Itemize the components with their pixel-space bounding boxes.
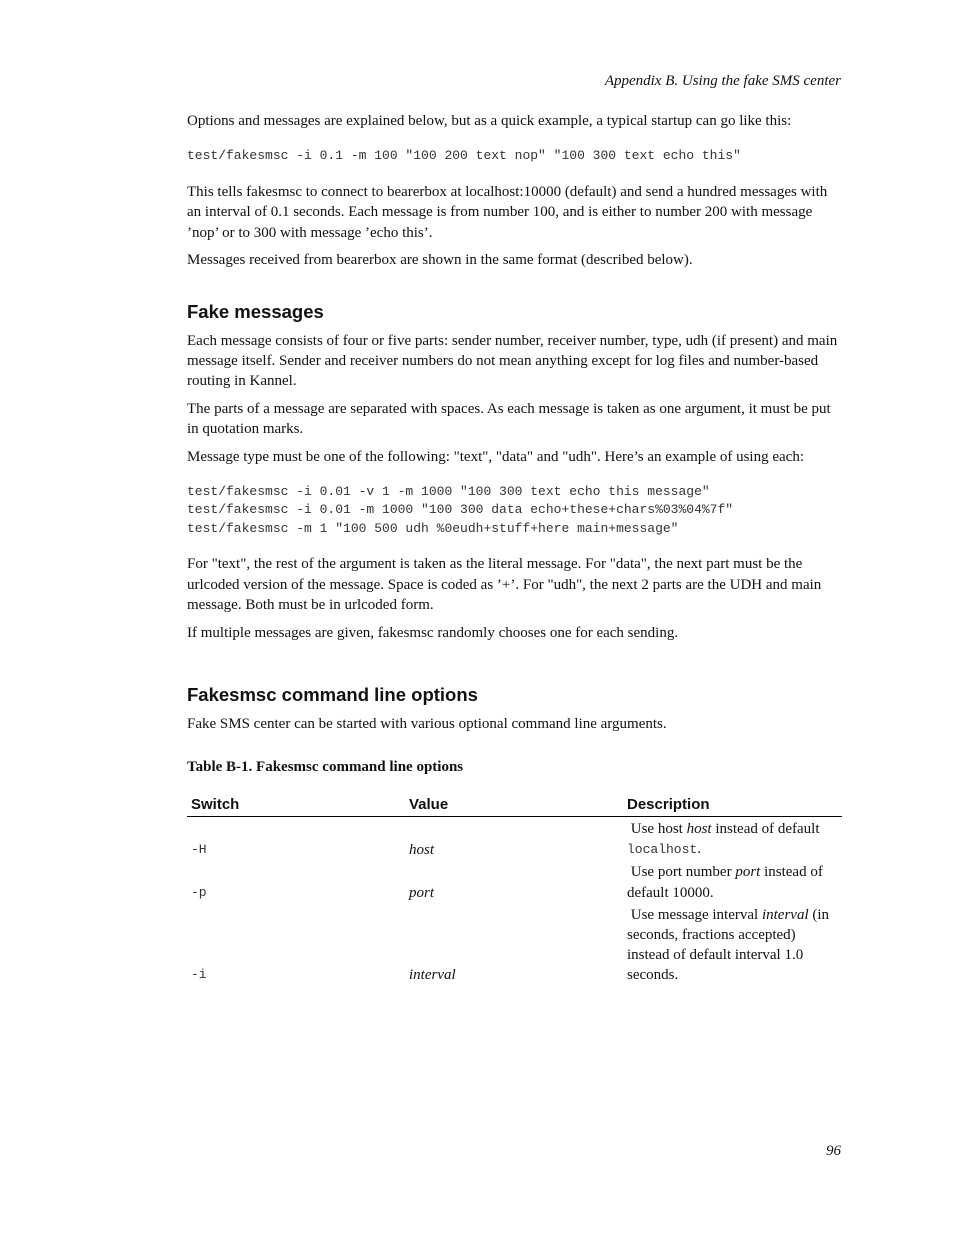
desc-text: Use message interval: [630, 906, 762, 923]
intro-paragraph: Options and messages are explained below, but as a quick example, a typical startup can go like this:: [187, 113, 792, 129]
switch-cell: -i: [191, 967, 207, 983]
switch-cell: -p: [191, 884, 207, 900]
options-table: [187, 795, 842, 986]
column-header-description: Description: [623, 795, 842, 817]
message-parts-paragraph: Each message consists of four or five parts: sender number, receiver number, type, udh (if present) and main message itself. Sender and receiver numbers do not mean anything except for log files and number-based routing in Kannel.: [187, 332, 838, 390]
table-row: [187, 860, 842, 902]
desc-text: instead of default 10000.: [627, 864, 823, 901]
description-cell: [623, 903, 842, 986]
startup-example-code: test/fakesmsc -i 0.1 -m 100 "100 200 text nop" "100 300 text echo this": [187, 148, 741, 164]
desc-text: (in seconds, fractions accepted) instead of default interval 1.0 seconds.: [627, 906, 830, 984]
type-examples-code: [187, 483, 842, 539]
received-messages-paragraph: Messages received from bearerbox are shown in the same format (described below).: [187, 252, 693, 269]
value-cell: host: [409, 842, 435, 859]
value-cell: interval: [409, 967, 456, 984]
desc-text: instead of default: [711, 820, 820, 837]
desc-text: .: [697, 841, 701, 858]
options-intro-paragraph: Fake SMS center can be started with various optional command line arguments.: [187, 716, 667, 733]
explanation-paragraph: This tells fakesmsc to connect to bearerbox at localhost:10000 (default) and send a hundred messages with an interval of 0.1 seconds. Each message is from number 100, and is either to number 200 with message ’nop’ or to 300 with message ’echo this’.: [187, 183, 828, 241]
section-heading-options: Fakesmsc command line options: [187, 684, 478, 706]
separation-paragraph: The parts of a message are separated with spaces. As each message is taken as one argument, it must be put in quotation marks.: [187, 400, 831, 438]
type-details-paragraph: For "text", the rest of the argument is taken as the literal message. For "data", the next part must be the urlcoded version of the message. Space is coded as ’+’. For "udh", the next 2 parts are the UDH and main message. Both must be in urlcoded form.: [187, 556, 822, 614]
table-caption: Table B-1. Fakesmsc command line options: [187, 758, 464, 775]
multiple-messages-paragraph: If multiple messages are given, fakesmsc randomly chooses one for each sending.: [187, 624, 679, 641]
desc-text: Use port number: [630, 864, 736, 881]
section-heading-fake-messages: Fake messages: [187, 300, 324, 322]
table-header-row: [187, 795, 842, 817]
desc-emphasis: host: [686, 820, 712, 837]
code-line: test/fakesmsc -i 0.01 -v 1 -m 1000 "100 300 text echo this message": [187, 483, 710, 499]
description-cell: [623, 860, 842, 902]
table-row: [187, 816, 842, 860]
code-line: test/fakesmsc -m 1 "100 500 udh %0eudh+stuff+here main+message": [187, 520, 679, 536]
desc-emphasis: port: [735, 864, 761, 881]
value-cell: port: [409, 884, 435, 901]
description-cell: [623, 816, 842, 860]
desc-emphasis: interval: [761, 906, 809, 923]
page-number: 96: [826, 1143, 841, 1159]
desc-text: Use host: [630, 820, 687, 837]
code-line: test/fakesmsc -i 0.01 -m 1000 "100 300 data echo+these+chars%03%04%7f": [187, 502, 734, 518]
page-content: [187, 111, 842, 986]
running-header: Appendix B. Using the fake SMS center: [604, 73, 841, 89]
message-type-paragraph: Message type must be one of the following: "text", "data" and "udh". Here’s an example of using each:: [187, 448, 804, 465]
column-header-value: Value: [405, 795, 623, 817]
column-header-switch: Switch: [187, 795, 405, 817]
switch-cell: -H: [191, 842, 207, 858]
desc-code: localhost: [627, 842, 698, 858]
table-row: [187, 903, 842, 986]
